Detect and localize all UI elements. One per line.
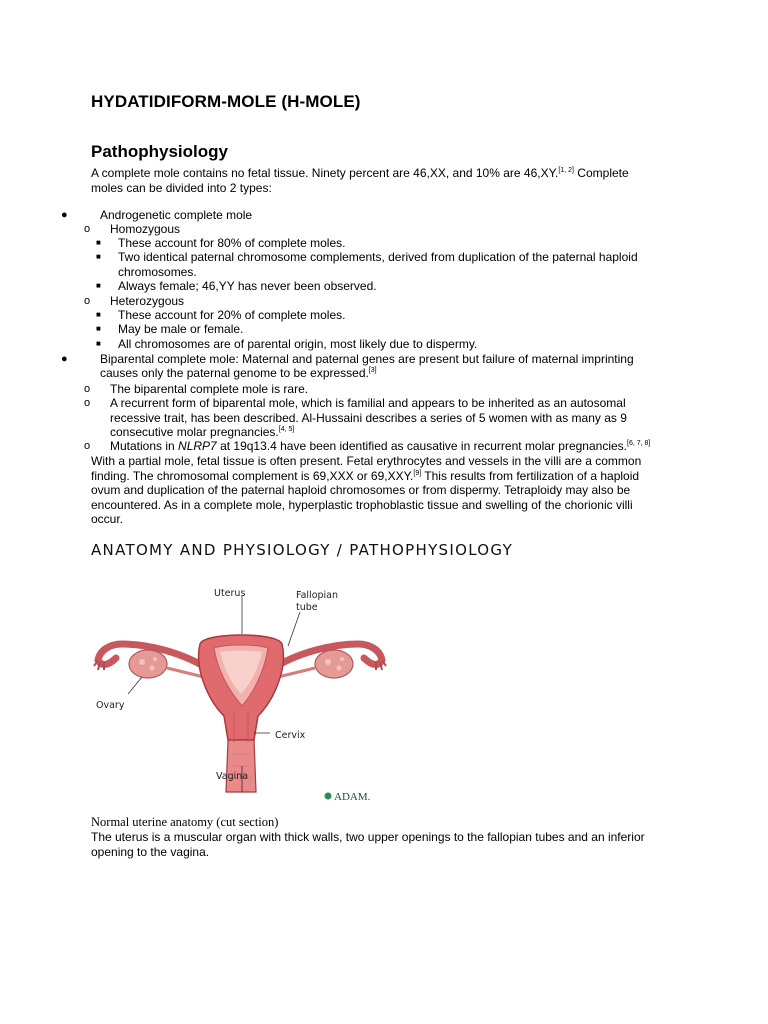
- citation[interactable]: [3]: [368, 367, 377, 374]
- document-title: HYDATIDIFORM-MOLE (H-MOLE): [91, 92, 361, 111]
- square-bullet-icon: ■: [96, 310, 101, 319]
- square-bullet-icon: ■: [96, 324, 101, 333]
- label-vagina: Vagina: [216, 771, 249, 782]
- label-uterus: Uterus: [214, 588, 246, 599]
- left-ovary: [129, 650, 167, 678]
- circle-bullet-icon: o: [84, 397, 91, 409]
- right-ovary: [315, 650, 353, 678]
- square-bullet-icon: ■: [96, 281, 101, 290]
- partial-mole-paragraph: With a partial mole, fetal tissue is often present. Fetal erythrocytes and vessels in the villi are a common finding. The chromosomal complement is 69,XXX or 69,XXY.[9] This results from fertilization of a haploid ovum and duplication of the paternal haploid chromosomes or from dispermy. Tetraploidy may also be encountered. As in a complete mole, hyperplastic trophoblastic tissue and swelling of the chorionic villi occur.: [91, 454, 642, 526]
- circle-bullet-icon: o: [84, 223, 91, 235]
- circle-bullet-icon: o: [84, 440, 91, 452]
- intro-line-1: A complete mole contains no fetal tissue. Ninety percent are 46,XX, and 10% are 46,XY.[1, 2] Complete: [91, 166, 629, 180]
- section-heading-pathophysiology: Pathophysiology: [91, 142, 228, 161]
- bullet-icon: ●: [61, 353, 68, 365]
- citation[interactable]: [6, 7, 8]: [627, 440, 651, 447]
- citation[interactable]: [4, 5]: [278, 426, 295, 433]
- circle-bullet-icon: o: [84, 383, 91, 395]
- uterus-description: The uterus is a muscular organ with thick walls, two upper openings to the fallopian tubes and an inferior opening to the vagina.: [91, 830, 645, 859]
- circle-bullet-icon: o: [84, 295, 91, 307]
- citation[interactable]: [1, 2]: [558, 167, 574, 174]
- square-bullet-icon: ■: [96, 252, 101, 261]
- intro-line-2: moles can be divided into 2 types:: [91, 180, 272, 195]
- square-bullet-icon: ■: [96, 238, 101, 247]
- figure-caption: Normal uterine anatomy (cut section): [91, 815, 279, 829]
- label-fallopian-line2: tube: [296, 602, 318, 613]
- square-bullet-icon: ■: [96, 339, 101, 348]
- bullet-icon: ●: [61, 209, 68, 221]
- citation[interactable]: [9]: [413, 469, 422, 477]
- intro-paragraph: [91, 166, 678, 195]
- section-heading-anatomy: ANATOMY AND PHYSIOLOGY / PATHOPHYSIOLOGY: [91, 541, 514, 559]
- adam-logo: [325, 791, 371, 803]
- label-cervix: Cervix: [275, 730, 306, 741]
- label-ovary: Ovary: [96, 700, 125, 711]
- label-fallopian-line1: Fallopian: [296, 590, 339, 601]
- uterine-anatomy-figure: [92, 582, 392, 807]
- document-page: HYDATIDIFORM-MOLE (H-MOLE) Pathophysiology A complete mole contains no fetal tissue. Ninety percent are 46,XX, and 10% are 46,XY.[1, 2] Complete moles can be divided into 2 types: ● Androgenetic complete mole o Homozygous ■ These account for 80% of complete moles. ■ Two identical paternal chromosome complements, derived from duplication of the paternal haploid chromosomes. ■ Always female; 46,YY has never been observed. o Heterozygous ■ These account for 20% of complete moles. ■ May be male or female. ■ All chromosomes are of parental origin, most likely due to dispermy. ● Biparental complete mole: Maternal and paternal genes are present but failure of maternal imprinting causes only the paternal genome to be expressed.[3] o The biparental complete mole is rare. o A recurrent form of biparental mole, which is familial and appears to be inherited as an autosomal recessive trait, has been described. Al-Hussaini describes a series of 5 women with as many as 9 consecutive molar pregnancies.[4, 5] o Mutations in NLRP7 at 19q13.4 have been identified as causative in recurrent molar pregnancies.[6, 7, 8] With a partial mole, fetal tissue is often present. Fetal erythrocytes and vessels in the villi are a common finding. The chromosomal complement is 69,XXX or 69,XXY.[9] This results from fertilization of a haploid ovum and duplication of the paternal haploid chromosomes or from dispermy. Tetraploidy may also be encountered. As in a complete mole, hyperplastic trophoblastic tissue and swelling of the chorionic villi occur. ANATOMY AND PHYSIOLOGY / PATHOPHYSIOLOGY Uterus Fallopian tube Ovary Cervix Vagina ADAM. Normal uterine anatomy (cut section) The uterus is a muscular organ with thick walls, two upper openings to the fallopian tubes and an inferior opening to the vagina.: [0, 0, 768, 1024]
- svg-text:ADAM.: ADAM.: [334, 791, 371, 803]
